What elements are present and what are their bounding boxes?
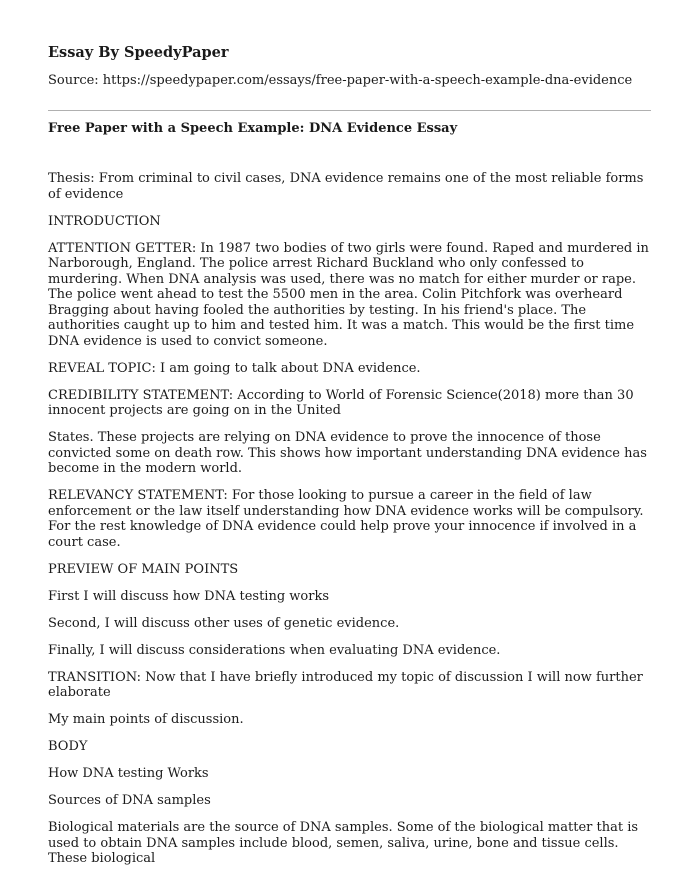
credibility-continuation-paragraph: States. These projects are relying on DNA evidence to prove the innocence of those convicted some on death row. This shows how important understanding DNA evidence has become in the modern world. [48, 430, 647, 476]
header-divider [48, 110, 651, 111]
section-heading-introduction: INTRODUCTION [48, 213, 161, 229]
preview-point-second: Second, I will discuss other uses of genetic evidence. [48, 615, 400, 631]
document-title: Free Paper with a Speech Example: DNA Evidence Essay [48, 121, 458, 136]
preview-point-first: First I will discuss how DNA testing works [48, 588, 329, 604]
transition-continuation-paragraph: My main points of discussion. [48, 712, 244, 727]
thesis-paragraph: Thesis: From criminal to civil cases, DNA evidence remains one of the most reliable forms of evidence [48, 171, 644, 202]
biological-materials-paragraph: Biological materials are the source of DNA samples. Some of the biological matter that is used to obtain DNA samples include blood, semen, saliva, urine, bone and tissue cells. These biological [48, 820, 639, 866]
attention-getter-paragraph: ATTENTION GETTER: In 1987 two bodies of two girls were found. Raped and murdered in Narborough, England. The police arrest Richard Buckland who only confessed to murdering. When DNA analysis was used, there was no match for either murder or rape. The police went ahead to test the 5500 men in the area. Colin Pitchfork was overheard Bragging about having fooled the authorities by testing. In his friend's place. The authorities caught up to him and tested him. It was a match. This would be the first time DNA evidence is used to convict someone. [48, 240, 649, 349]
subheading-dna-testing: How DNA testing Works [48, 766, 209, 781]
credibility-paragraph: CREDIBILITY STATEMENT: According to World of Forensic Science(2018) more than 30 innocent projects are going on in the United [48, 387, 634, 418]
relevancy-paragraph: RELEVANCY STATEMENT: For those looking to pursue a career in the field of law enforcement or the law itself understanding how DNA evidence works will be compulsory. For the rest knowledge of DNA evidence could help prove your innocence if involved in a court case. [48, 488, 644, 550]
section-heading-body: BODY [48, 739, 88, 754]
document-body [48, 171, 653, 878]
subheading-dna-sources: Sources of DNA samples [48, 793, 211, 808]
preview-point-final: Finally, I will discuss considerations when evaluating DNA evidence. [48, 642, 501, 658]
source-line: Source: https://speedypaper.com/essays/free-paper-with-a-speech-example-dna-evidence [48, 73, 633, 88]
transition-paragraph: TRANSITION: Now that I have briefly introduced my topic of discussion I will now further elaborate [48, 669, 643, 700]
reveal-topic-paragraph: REVEAL TOPIC: I am going to talk about DNA evidence. [48, 360, 421, 376]
section-heading-preview: PREVIEW OF MAIN POINTS [48, 561, 239, 577]
brand-title: Essay By SpeedyPaper [48, 44, 229, 61]
